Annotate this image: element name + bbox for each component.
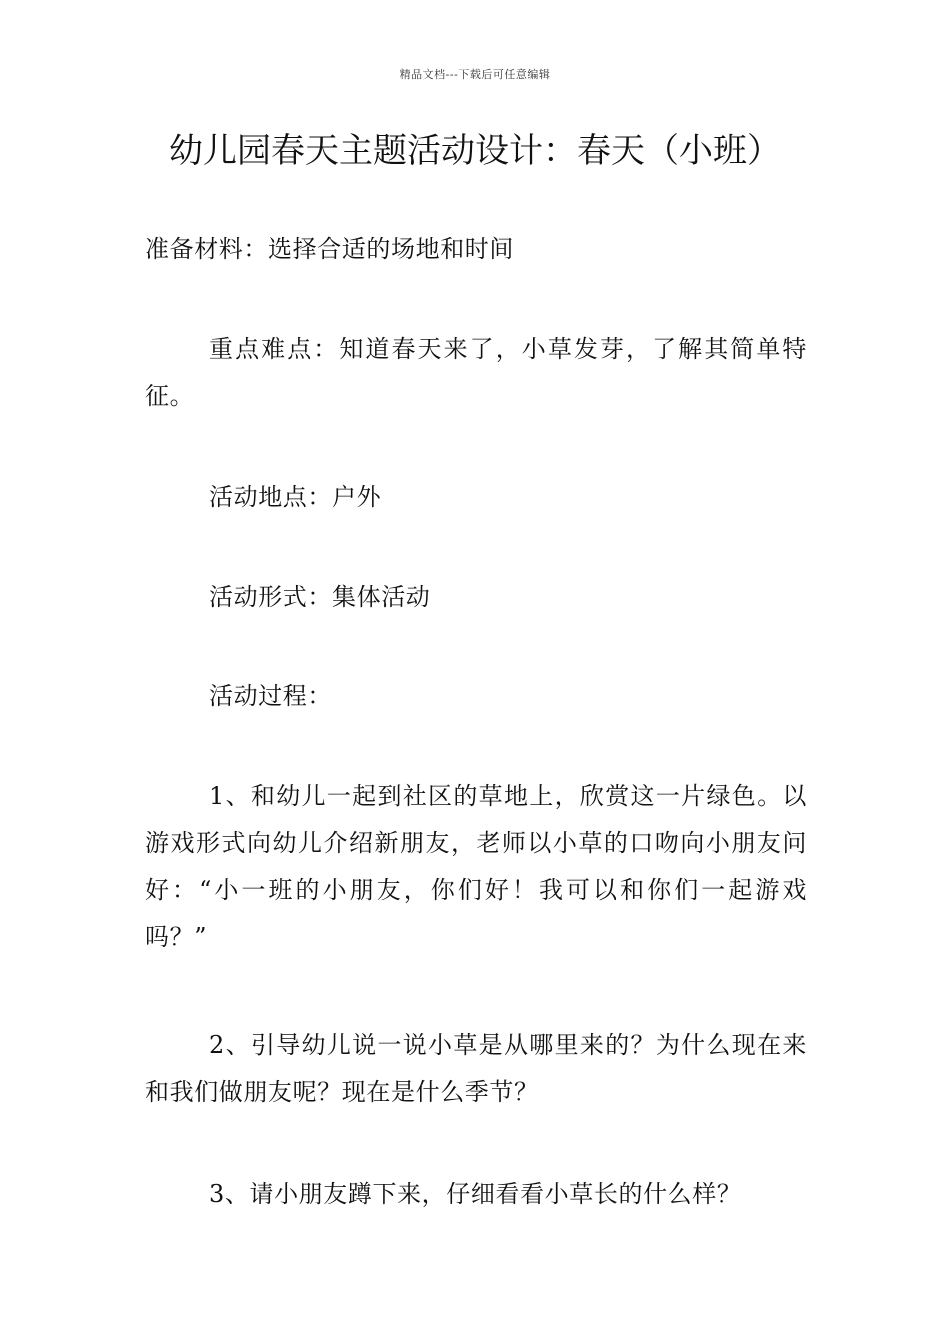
paragraph-step-2: 2、引导幼儿说一说小草是从哪里来的？为什么现在来和我们做朋友呢？现在是什么季节？ xyxy=(145,1031,807,1106)
paragraph-process-heading: 活动过程： xyxy=(209,682,332,710)
page-header: 精品文档---下载后可任意编辑 xyxy=(399,68,551,81)
paragraph-materials: 准备材料：选择合适的场地和时间 xyxy=(145,235,514,263)
paragraph-step-1: 1、和幼儿一起到社区的草地上，欣赏这一片绿色。以游戏形式向幼儿介绍新朋友，老师以小草的口吻向小朋友问好：“小一班的小朋友，你们好！我可以和你们一起游戏吗？” xyxy=(145,782,807,951)
document-title: 幼儿园春天主题活动设计：春天（小班） xyxy=(169,131,781,171)
paragraph-format: 活动形式：集体活动 xyxy=(209,583,431,611)
paragraph-step-3: 3、请小朋友蹲下来，仔细看看小草长的什么样？ xyxy=(209,1180,742,1208)
paragraph-key-points: 重点难点：知道春天来了，小草发芽，了解其简单特征。 xyxy=(145,335,807,410)
paragraph-location: 活动地点：户外 xyxy=(209,483,382,511)
